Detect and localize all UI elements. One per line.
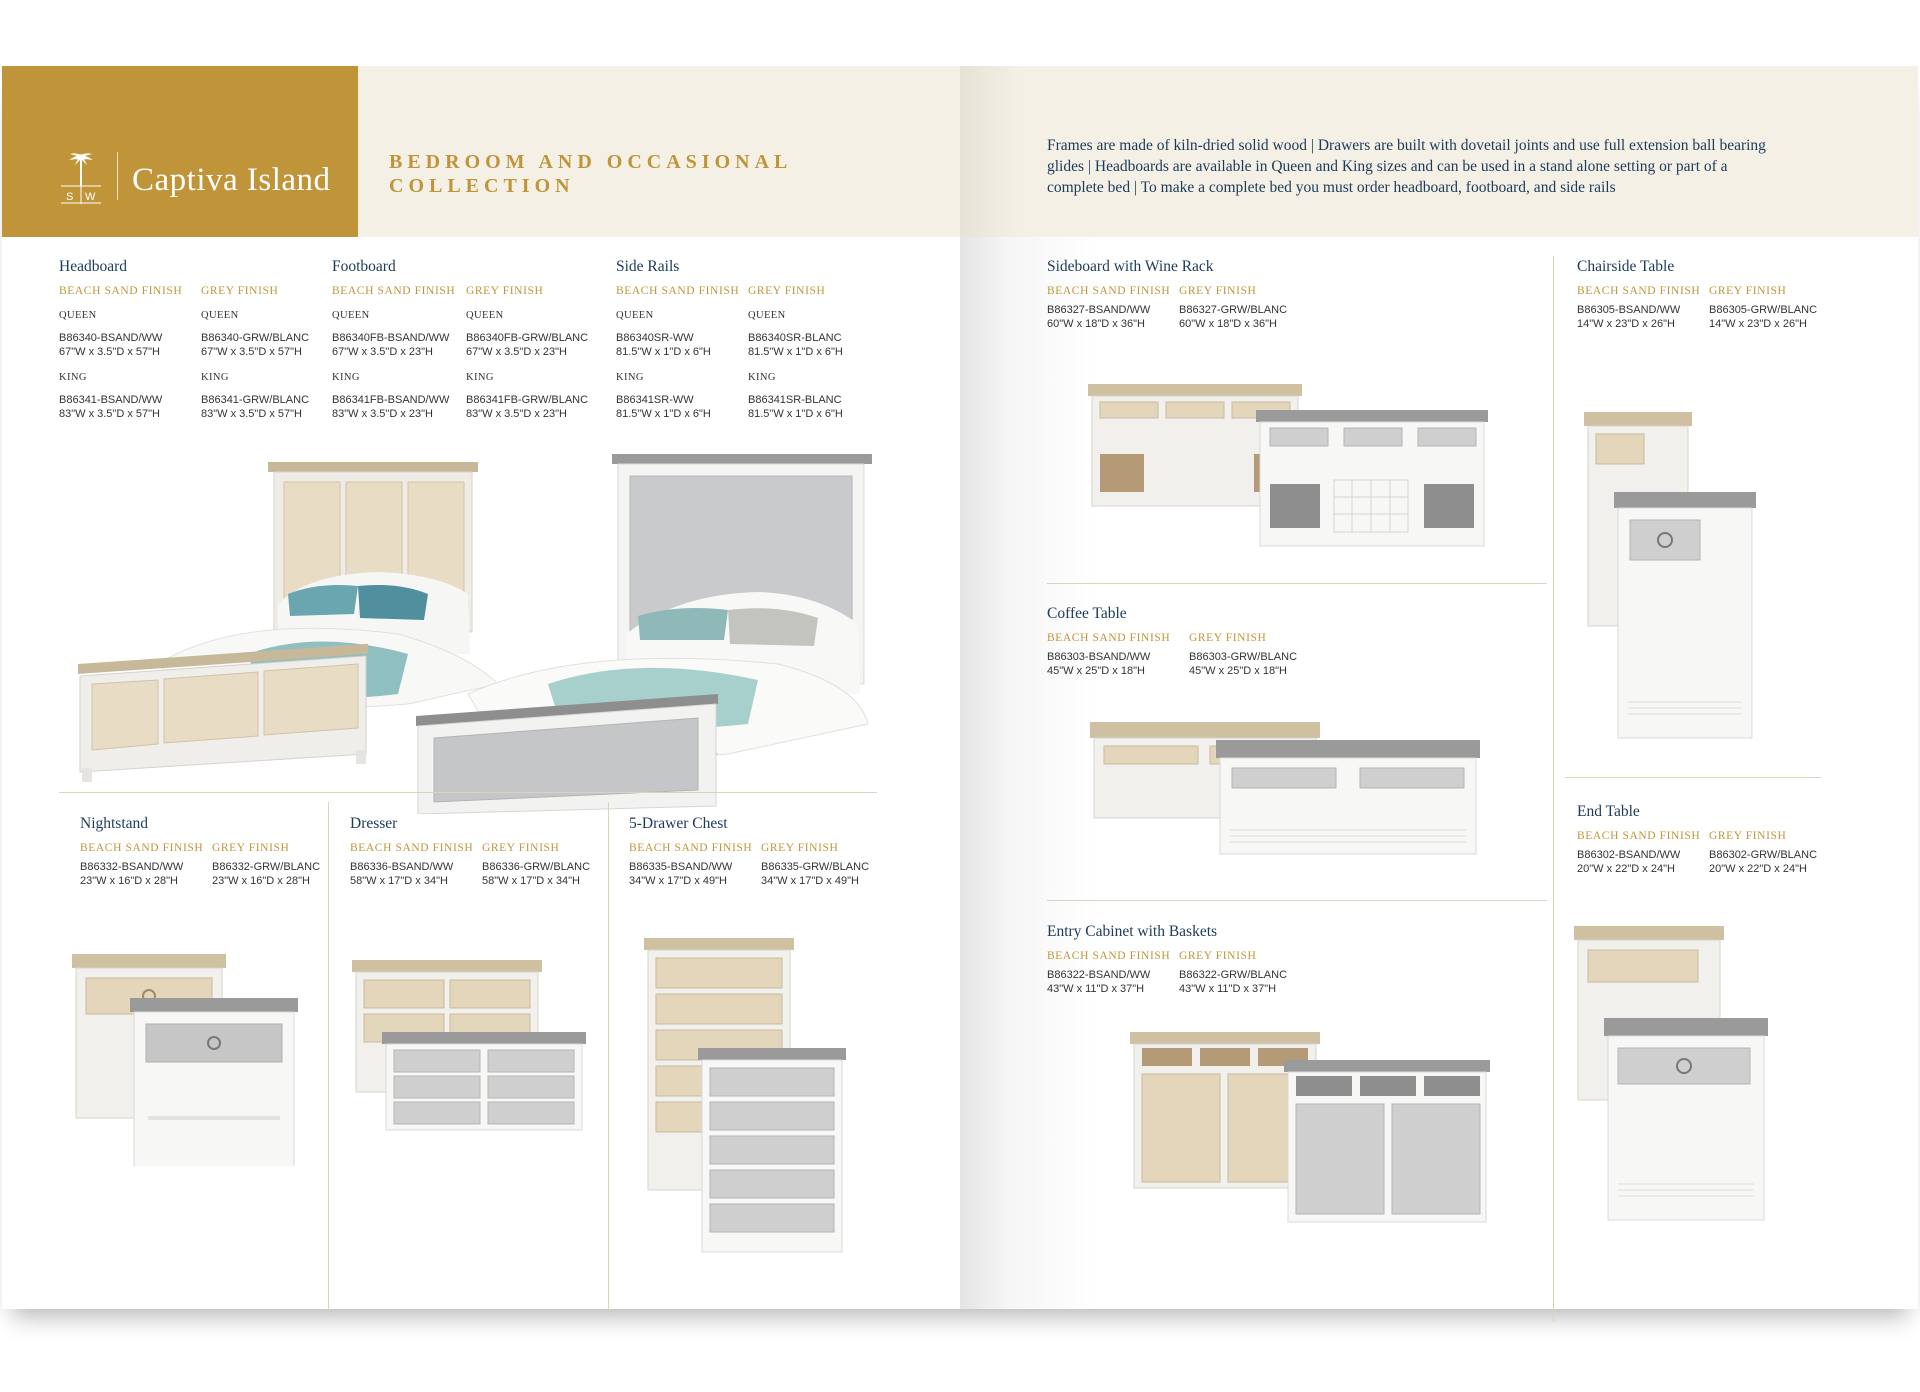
sku-dimensions: 60"W x 18"D x 36"H — [1047, 318, 1145, 330]
column-divider — [328, 802, 329, 1316]
logo-letter-w: W — [85, 191, 96, 203]
sku-block — [1047, 650, 1150, 678]
finish-label: GREY FINISH — [1179, 950, 1257, 962]
sku-dimensions: 81.5"W x 1"D x 6"H — [616, 346, 711, 358]
sku-dimensions: 23"W x 16"D x 28"H — [212, 875, 310, 887]
section-divider — [1047, 900, 1547, 901]
collection-title: BEDROOM AND OCCASIONAL COLLECTION — [389, 151, 792, 197]
sku-block — [466, 331, 588, 359]
finish-label: GREY FINISH — [761, 842, 839, 854]
product-title: Dresser — [350, 815, 398, 832]
sku-code: B86303-BSAND/WW — [1047, 651, 1151, 663]
brand-box — [2, 66, 358, 237]
sku-code: B86335-GRW/BLANC — [761, 861, 870, 873]
end-table-photo — [1574, 926, 1774, 1226]
sku-block — [616, 331, 711, 359]
collection-intro: Frames are made of kiln-dried solid wood | Drawers are built with dovetail joints and use full extension ball bearing glides | Headboards are available in Queen and King sizes and can be used in a stand alone setting or part of a complete bed | To make a complete bed you must order headboard, footboard, and side rails — [1047, 137, 1766, 196]
sku-block — [201, 393, 309, 421]
sku-dimensions: 83"W x 3.5"D x 23"H — [332, 408, 433, 420]
finish-label: GREY FINISH — [1179, 285, 1257, 297]
product-title: Chairside Table — [1577, 258, 1675, 275]
sku-dimensions: 83"W x 3.5"D x 57"H — [201, 408, 302, 420]
finish-label: GREY FINISH — [201, 285, 279, 297]
section-divider — [1565, 777, 1821, 778]
sku-block — [482, 860, 590, 888]
sku-dimensions: 58"W x 17"D x 34"H — [482, 875, 580, 887]
sku-code: B86336-BSAND/WW — [350, 861, 454, 873]
sku-dimensions: 81.5"W x 1"D x 6"H — [748, 346, 843, 358]
finish-label: GREY FINISH — [748, 285, 826, 297]
sku-code: B86305-GRW/BLANC — [1709, 304, 1818, 316]
sku-code: B86340-GRW/BLANC — [201, 332, 310, 344]
sku-dimensions: 20"W x 22"D x 24"H — [1709, 863, 1807, 875]
sku-code: B86327-GRW/BLANC — [1179, 304, 1288, 316]
sku-code: B86340-BSAND/WW — [59, 332, 163, 344]
size-label: QUEEN — [201, 310, 239, 321]
sku-block — [212, 860, 320, 888]
finish-label: GREY FINISH — [1709, 830, 1787, 842]
sku-code: B86305-BSAND/WW — [1577, 304, 1681, 316]
product-title: Entry Cabinet with Baskets — [1047, 923, 1218, 940]
product-title: Sideboard with Wine Rack — [1047, 258, 1214, 275]
finish-label: BEACH SAND FINISH — [59, 285, 183, 297]
sku-block — [1189, 650, 1297, 678]
sku-code: B86341-GRW/BLANC — [201, 394, 310, 406]
product-title: Footboard — [332, 258, 396, 275]
sku-code: B86340SR-BLANC — [748, 332, 842, 344]
sku-block — [466, 393, 588, 421]
sku-dimensions: 14"W x 23"D x 26"H — [1577, 318, 1675, 330]
coffee-table-photo — [1090, 720, 1490, 870]
product-title: Nightstand — [80, 815, 149, 832]
sku-block — [761, 860, 869, 888]
sku-code: B86341SR-BLANC — [748, 394, 842, 406]
finish-label: BEACH SAND FINISH — [1577, 830, 1701, 842]
chairside-table-photo — [1584, 412, 1784, 752]
sku-block — [201, 331, 309, 359]
sku-block — [1179, 968, 1287, 996]
sku-code: B86341SR-WW — [616, 394, 694, 406]
finish-label: BEACH SAND FINISH — [629, 842, 753, 854]
sku-dimensions: 81.5"W x 1"D x 6"H — [748, 408, 843, 420]
sku-block — [616, 393, 711, 421]
size-label: QUEEN — [748, 310, 786, 321]
sku-dimensions: 60"W x 18"D x 36"H — [1179, 318, 1277, 330]
size-label: QUEEN — [59, 310, 97, 321]
left-page — [2, 66, 960, 1309]
grey-bed — [416, 454, 872, 814]
sku-block — [1709, 303, 1817, 331]
size-label: QUEEN — [332, 310, 370, 321]
product-title: 5-Drawer Chest — [629, 815, 728, 832]
section-divider — [1047, 583, 1547, 584]
sku-dimensions: 67"W x 3.5"D x 57"H — [59, 346, 160, 358]
sku-dimensions: 81.5"W x 1"D x 6"H — [616, 408, 711, 420]
size-label: KING — [748, 372, 776, 383]
sku-dimensions: 34"W x 17"D x 49"H — [629, 875, 727, 887]
palm-tree-icon — [58, 150, 104, 204]
entry-cabinet-photo — [1130, 1032, 1490, 1242]
beds-photo — [78, 454, 878, 814]
sku-block — [1577, 848, 1680, 876]
sku-dimensions: 45"W x 25"D x 18"H — [1189, 665, 1287, 677]
sku-code: B86340FB-GRW/BLANC — [466, 332, 589, 344]
size-label: KING — [466, 372, 494, 383]
finish-label: BEACH SAND FINISH — [616, 285, 740, 297]
sku-code: B86340FB-BSAND/WW — [332, 332, 450, 344]
finish-label: BEACH SAND FINISH — [1047, 285, 1171, 297]
sku-code: B86332-BSAND/WW — [80, 861, 184, 873]
right-page — [960, 66, 1918, 1309]
sku-code: B86322-BSAND/WW — [1047, 969, 1151, 981]
finish-label: BEACH SAND FINISH — [1577, 285, 1701, 297]
sku-dimensions: 45"W x 25"D x 18"H — [1047, 665, 1145, 677]
finish-label: BEACH SAND FINISH — [1047, 632, 1171, 644]
sku-dimensions: 58"W x 17"D x 34"H — [350, 875, 448, 887]
finish-label: GREY FINISH — [482, 842, 560, 854]
sku-dimensions: 83"W x 3.5"D x 23"H — [466, 408, 567, 420]
sku-code: B86303-GRW/BLANC — [1189, 651, 1298, 663]
sku-block — [1179, 303, 1287, 331]
sku-code: B86336-GRW/BLANC — [482, 861, 591, 873]
logo-letter-s: S — [66, 191, 74, 203]
finish-label: GREY FINISH — [1189, 632, 1267, 644]
sku-block — [1047, 303, 1150, 331]
sku-code: B86302-BSAND/WW — [1577, 849, 1681, 861]
sku-dimensions: 67"W x 3.5"D x 23"H — [332, 346, 433, 358]
sku-dimensions: 34"W x 17"D x 49"H — [761, 875, 859, 887]
sku-dimensions: 67"W x 3.5"D x 57"H — [201, 346, 302, 358]
sku-dimensions: 83"W x 3.5"D x 57"H — [59, 408, 160, 420]
nightstand-photo — [70, 946, 310, 1166]
chest-photo — [642, 936, 862, 1276]
finish-label: BEACH SAND FINISH — [80, 842, 204, 854]
size-label: QUEEN — [616, 310, 654, 321]
catalog-spread — [2, 66, 1918, 1309]
sku-dimensions: 20"W x 22"D x 24"H — [1577, 863, 1675, 875]
finish-label: BEACH SAND FINISH — [1047, 950, 1171, 962]
sku-block — [332, 331, 449, 359]
sku-block — [1577, 303, 1680, 331]
product-title: End Table — [1577, 803, 1640, 820]
size-label: KING — [201, 372, 229, 383]
sku-code: B86341FB-BSAND/WW — [332, 394, 450, 406]
sku-dimensions: 23"W x 16"D x 28"H — [80, 875, 178, 887]
logo-divider — [117, 152, 118, 200]
sku-code: B86327-BSAND/WW — [1047, 304, 1151, 316]
sku-code: B86302-GRW/BLANC — [1709, 849, 1818, 861]
sku-code: B86332-GRW/BLANC — [212, 861, 321, 873]
section-divider — [59, 792, 877, 793]
sku-dimensions: 14"W x 23"D x 26"H — [1709, 318, 1807, 330]
product-title: Coffee Table — [1047, 605, 1127, 622]
size-label: QUEEN — [466, 310, 504, 321]
sku-block — [350, 860, 453, 888]
sku-code: B86322-GRW/BLANC — [1179, 969, 1288, 981]
sku-dimensions: 43"W x 11"D x 37"H — [1047, 983, 1145, 995]
sideboard-photo — [1088, 384, 1488, 564]
size-label: KING — [59, 372, 87, 383]
sku-code: B86341FB-GRW/BLANC — [466, 394, 589, 406]
column-divider — [608, 802, 609, 1316]
size-label: KING — [616, 372, 644, 383]
sku-dimensions: 43"W x 11"D x 37"H — [1179, 983, 1277, 995]
sku-block — [59, 331, 162, 359]
sku-block — [332, 393, 449, 421]
finish-label: GREY FINISH — [1709, 285, 1787, 297]
sku-block — [80, 860, 183, 888]
sku-code: B86340SR-WW — [616, 332, 694, 344]
sku-block — [629, 860, 732, 888]
sku-block — [1047, 968, 1150, 996]
finish-label: GREY FINISH — [212, 842, 290, 854]
sku-block — [748, 331, 843, 359]
product-title: Side Rails — [616, 258, 680, 275]
sku-block — [59, 393, 162, 421]
sku-dimensions: 67"W x 3.5"D x 23"H — [466, 346, 567, 358]
brand-name: Captiva Island — [132, 162, 331, 198]
finish-label: BEACH SAND FINISH — [332, 285, 456, 297]
finish-label: BEACH SAND FINISH — [350, 842, 474, 854]
sku-block — [748, 393, 843, 421]
column-divider — [1553, 256, 1554, 1322]
sku-block — [1709, 848, 1817, 876]
finish-label: GREY FINISH — [466, 285, 544, 297]
dresser-photo — [350, 958, 590, 1138]
product-title: Headboard — [59, 258, 127, 275]
size-label: KING — [332, 372, 360, 383]
sku-code: B86341-BSAND/WW — [59, 394, 163, 406]
sku-code: B86335-BSAND/WW — [629, 861, 733, 873]
